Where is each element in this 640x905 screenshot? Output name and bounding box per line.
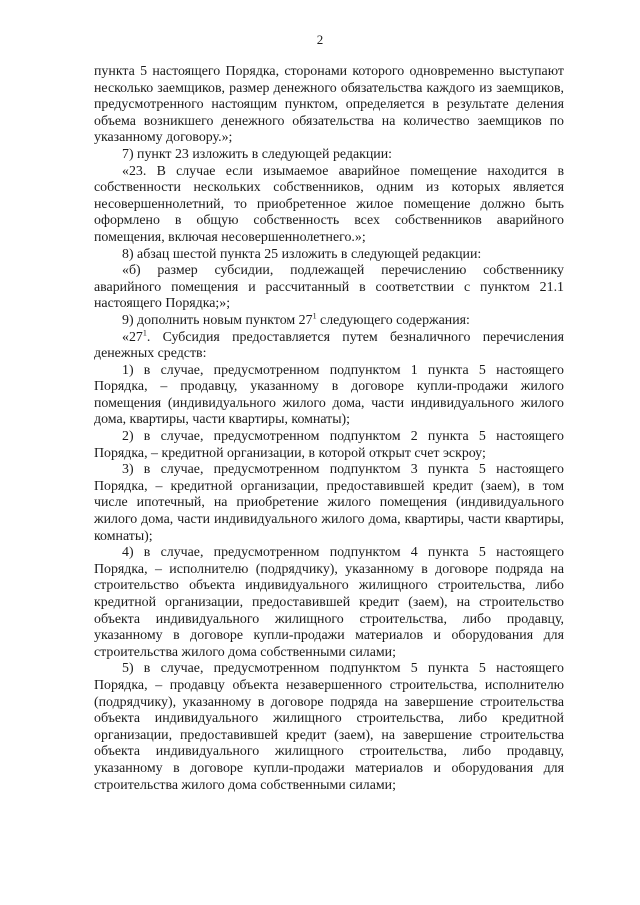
- paragraph-continuation: пункта 5 настоящего Порядка, сторонами которого одновременно выступают несколько заемщиков, размер денежного обязательства каждого из заемщиков, предусмотренного настоящим пунктом, определяется в результате деления объема возникшего денежного обязательства на количество заемщиков по указанному договору.»;: [94, 64, 564, 146]
- item-9-superscript: 1: [312, 311, 317, 321]
- paragraph-subitem-3: 3) в случае, предусмотренном подпунктом 3 пункта 5 настоящего Порядка, – кредитной организации, предоставившей кредит (заем), в том числе ипотечный, на приобретение жилого помещения (индивидуального жилого дома, части индивидуального жилого дома, квартиры, части квартиры, комнаты);: [94, 462, 564, 544]
- paragraph-item-7: 7) пункт 23 изложить в следующей редакции:: [122, 146, 393, 162]
- paragraph-item-8: 8) абзац шестой пункта 25 изложить в следующей редакции:: [122, 246, 482, 262]
- paragraph-subitem-2: 2) в случае, предусмотренном подпунктом 2 пункта 5 настоящего Порядка, – кредитной организации, в которой открыт счет эскроу;: [94, 429, 564, 461]
- clause-27-1-superscript: 1: [142, 327, 147, 337]
- item-9-text-after: следующего содержания:: [316, 312, 470, 328]
- clause-27-1-text-after: . Субсидия предоставляется путем безналичного перечисления денежных средств:: [94, 329, 564, 362]
- paragraph-clause-27-1: [94, 327, 564, 363]
- clause-27-1-text-before: «27: [122, 329, 143, 345]
- paragraph-clause-23: «23. В случае если изымаемое аварийное помещение находится в собственности нескольких собственников, одним из которых является несовершеннолетний, то приобретенное жилое помещение должно быть оформлено в общую собственность всех собственников аварийного помещения, включая несовершеннолетнего.»;: [94, 163, 564, 245]
- paragraph-subitem-5: 5) в случае, предусмотренном подпунктом 5 пункта 5 настоящего Порядка, – продавцу объекта незавершенного строительства, исполнителю (подрядчику), указанному в договоре подряда на завершение строительства объекта индивидуального жилищного строительства, либо кредитной организации, предоставившей кредит (заем), на завершение строительства объекта индивидуального жилищного строительства, либо продавцу, указанному в договоре купли-продажи материалов и оборудования для строительства жилого дома собственными силами;: [94, 661, 564, 793]
- paragraph-subclause-b: «б) размер субсидии, подлежащей перечислению собственнику аварийного помещения и рассчитанный в соответствии с пунктом 21.1 настоящего Порядка;»;: [94, 263, 564, 312]
- document-body: [94, 64, 564, 794]
- paragraph-item-9: [94, 313, 564, 330]
- paragraph-subitem-4: 4) в случае, предусмотренном подпунктом 4 пункта 5 настоящего Порядка, – исполнителю (подрядчику), указанному в договоре подряда на строительство объекта индивидуального жилищного строительства, либо кредитной организации, предоставившей кредит (заем), на строительство объекта индивидуального жилищного строительства, либо продавцу, указанному в договоре купли-продажи материалов и оборудования для строительства жилого дома собственными силами;: [94, 545, 564, 660]
- item-9-text-before: 9) дополнить новым пунктом 27: [122, 312, 313, 328]
- paragraph-subitem-1: 1) в случае, предусмотренном подпунктом 1 пункта 5 настоящего Порядка, – продавцу, указанному в договоре купли-продажи жилого помещения (индивидуального жилого дома, части индивидуального жилого дома, квартиры, части квартиры, комнаты);: [94, 362, 564, 428]
- page-number: 2: [316, 32, 324, 47]
